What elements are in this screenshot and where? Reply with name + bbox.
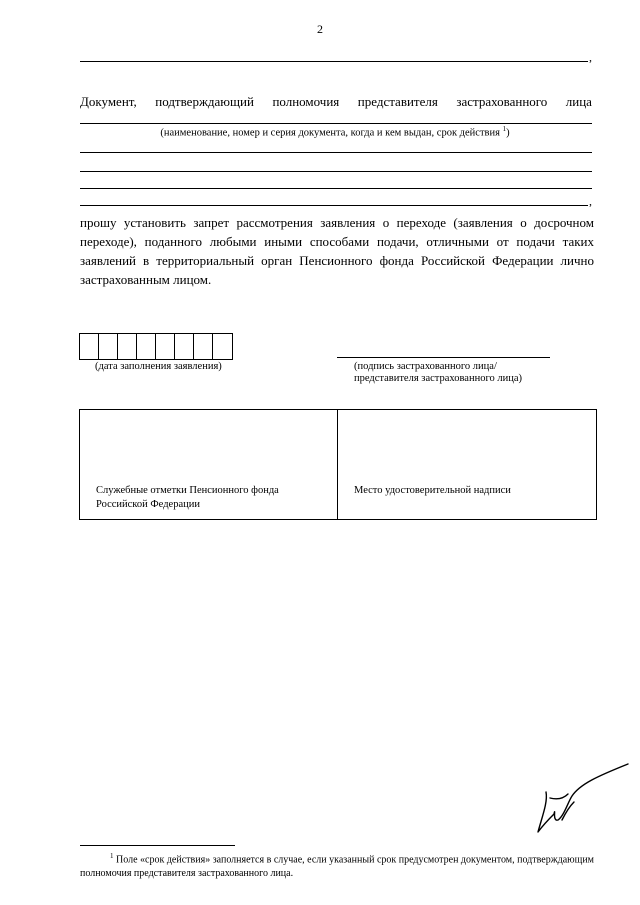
signature-line[interactable]	[337, 357, 550, 358]
document-fill-line[interactable]	[80, 188, 592, 189]
document-caption: (наименование, номер и серия документа, когда и кем выдан, срок действия $^1$)	[160, 125, 510, 139]
document-fill-line[interactable]	[80, 205, 588, 206]
date-cell[interactable]	[99, 334, 118, 359]
label-word: представителя	[357, 94, 438, 109]
label-word: подтверждающий	[155, 94, 254, 109]
date-cell[interactable]	[118, 334, 137, 359]
document-fill-line[interactable]	[80, 171, 592, 172]
date-cell[interactable]	[137, 334, 156, 359]
page-number: 2	[317, 22, 323, 36]
request-paragraph: прошу установить запрет рассмотрения заявления о переходе (заявления о досрочном переходе), поданного любыми иными способами подачи, отличными от подачи таких заявлений в территориальный орган Пенсионного фонда Российской Федерации лично застрахованным лицом.	[80, 215, 594, 287]
date-cell[interactable]	[213, 334, 232, 359]
official-marks-box	[79, 409, 597, 520]
certification-place-cell[interactable]	[338, 410, 596, 519]
date-cell[interactable]	[194, 334, 213, 359]
top-line-end-mark: ,	[589, 50, 592, 64]
footnote-separator	[80, 845, 235, 846]
footnote-marker: 1	[110, 852, 114, 860]
document-line-end-mark: ,	[589, 194, 592, 208]
signature-caption-line2: представителя застрахованного лица)	[354, 373, 523, 384]
handwritten-signature-icon	[528, 762, 630, 840]
date-cell[interactable]	[80, 334, 99, 359]
label-word: застрахованного	[456, 94, 548, 109]
certification-place-label: Место удостоверительной надписи	[354, 485, 511, 496]
label-word: полномочия	[272, 94, 340, 109]
footnote-ref: 1	[502, 125, 507, 133]
date-caption: (дата заполнения заявления)	[95, 361, 222, 372]
label-word: лица	[565, 94, 592, 109]
document-fill-line[interactable]	[80, 123, 592, 124]
date-cell[interactable]	[156, 334, 175, 359]
signature-caption-line1: (подпись застрахованного лица/	[354, 361, 497, 372]
date-cell[interactable]	[175, 334, 194, 359]
footnote	[80, 849, 594, 881]
top-fill-line[interactable]	[80, 61, 588, 62]
document-fill-line[interactable]	[80, 152, 592, 153]
pension-fund-marks-cell[interactable]	[80, 410, 338, 519]
representative-document-label	[80, 94, 592, 110]
label-word: Документ,	[80, 94, 137, 109]
footnote-text: Поле «срок действия» заполняется в случае, если указанный срок предусмотрен документом, подтверждающим полномочия представителя застрахованного лица.	[80, 854, 595, 880]
pension-fund-marks-label: Служебные отметки Пенсионного фонда Российской Федерации	[96, 485, 279, 510]
date-input-boxes[interactable]	[79, 333, 233, 360]
